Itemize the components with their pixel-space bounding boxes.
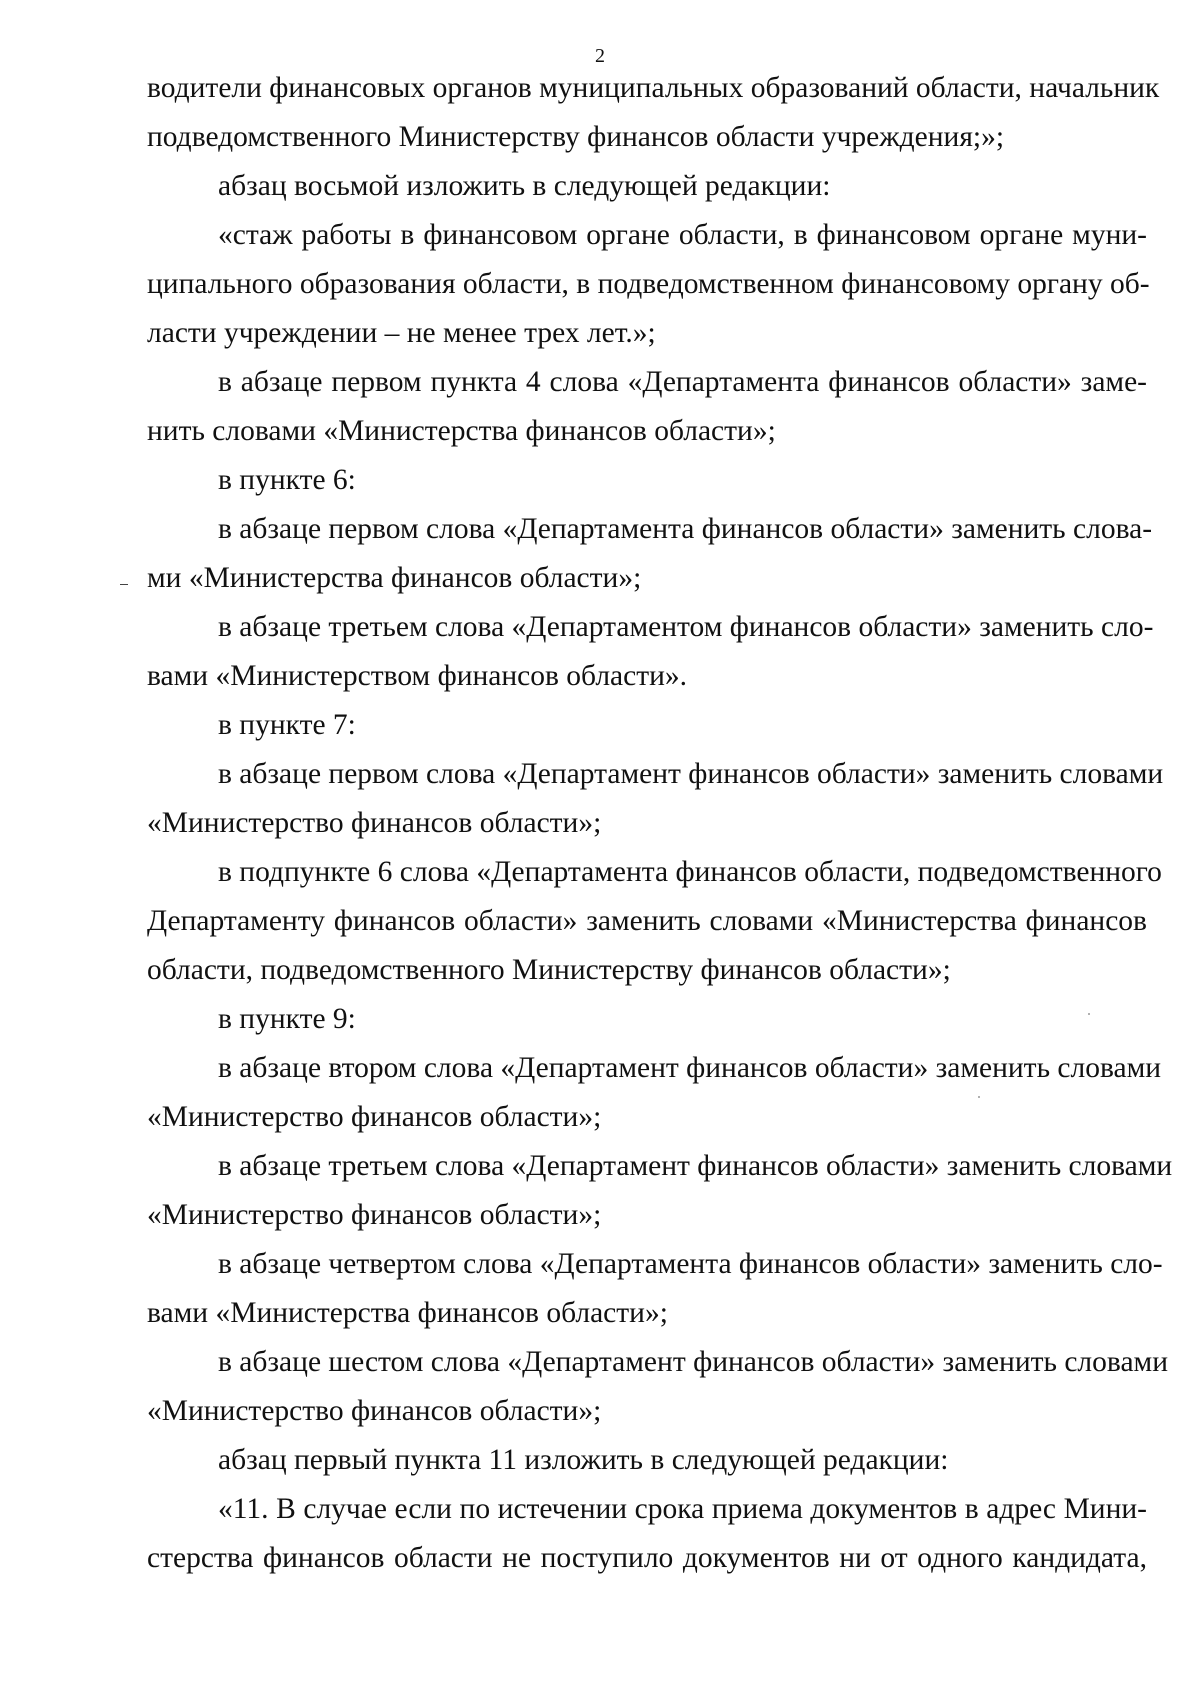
text-line: «11. В случае если по истечении срока приема документов в адрес Мини- xyxy=(218,1493,1147,1525)
text-line: в подпункте 6 слова «Департамента финансов области, подведомственного xyxy=(218,856,1162,888)
text-line: в абзаце первом слова «Департамент финансов области» заменить словами xyxy=(218,758,1164,790)
text-line: абзац первый пункта 11 изложить в следующей редакции: xyxy=(218,1444,949,1476)
text-line: в абзаце шестом слова «Департамент финансов области» заменить словами xyxy=(218,1346,1168,1378)
paragraph xyxy=(147,456,1147,505)
text-line: «Министерство финансов области»; xyxy=(147,1199,602,1231)
paragraph xyxy=(147,358,1147,456)
paragraph xyxy=(147,995,1147,1044)
text-line: в абзаце первом пункта 4 слова «Департамента финансов области» заме- xyxy=(218,366,1147,398)
text-line: вами «Министерством финансов области». xyxy=(147,660,688,692)
text-line: Департаменту финансов области» заменить словами «Министерства финансов xyxy=(147,905,1147,937)
text-line: ми «Министерства финансов области»; xyxy=(147,562,642,594)
text-line: абзац восьмой изложить в следующей редакции: xyxy=(218,170,831,202)
document-body xyxy=(147,64,1173,1583)
text-line: «стаж работы в финансовом органе области, в финансовом органе муни- xyxy=(218,219,1147,251)
text-line: в пункте 7: xyxy=(218,709,356,741)
text-line: в пункте 9: xyxy=(218,1003,356,1035)
text-line: водители финансовых органов муниципальных образований области, начальник xyxy=(147,72,1160,104)
paragraph xyxy=(147,1436,1147,1485)
text-line: подведомственного Министерству финансов области учреждения;»; xyxy=(147,121,1005,153)
paragraph xyxy=(147,64,1160,162)
text-line: «Министерство финансов области»; xyxy=(147,807,602,839)
text-line: в абзаце первом слова «Департамента финансов области» заменить слова- xyxy=(218,513,1153,545)
paragraph xyxy=(147,1338,1168,1436)
paragraph xyxy=(147,1240,1163,1338)
paragraph xyxy=(147,750,1164,848)
paragraph xyxy=(147,1044,1162,1142)
text-line: «Министерство финансов области»; xyxy=(147,1101,602,1133)
text-line: в абзаце третьем слова «Департамент финансов области» заменить словами xyxy=(218,1150,1173,1182)
paragraph xyxy=(147,505,1153,603)
text-line: в абзаце четвертом слова «Департамента финансов области» заменить сло- xyxy=(218,1248,1163,1280)
text-line: области, подведомственного Министерству финансов области»; xyxy=(147,954,951,986)
paragraph xyxy=(147,848,1162,995)
text-line: в абзаце втором слова «Департамент финансов области» заменить словами xyxy=(218,1052,1162,1084)
text-line: в абзаце третьем слова «Департаментом финансов области» заменить сло- xyxy=(218,611,1154,643)
text-line: вами «Министерства финансов области»; xyxy=(147,1297,668,1329)
paragraph xyxy=(147,701,1147,750)
paragraph xyxy=(147,1142,1173,1240)
text-line: ласти учреждении – не менее трех лет.»; xyxy=(147,317,656,349)
paragraph xyxy=(147,603,1154,701)
text-line: ципального образования области, в подведомственном финансовому органу об- xyxy=(147,268,1150,300)
paragraph xyxy=(147,162,1147,211)
text-line: «Министерство финансов области»; xyxy=(147,1395,602,1427)
text-line: нить словами «Министерства финансов области»; xyxy=(147,415,776,447)
paragraph xyxy=(147,1485,1147,1583)
page-number: 2 xyxy=(595,45,605,67)
text-line: стерства финансов области не поступило документов ни от одного кандидата, xyxy=(147,1542,1147,1574)
paragraph xyxy=(147,211,1150,358)
scan-artifact-mark xyxy=(120,584,128,585)
text-line: в пункте 6: xyxy=(218,464,356,496)
